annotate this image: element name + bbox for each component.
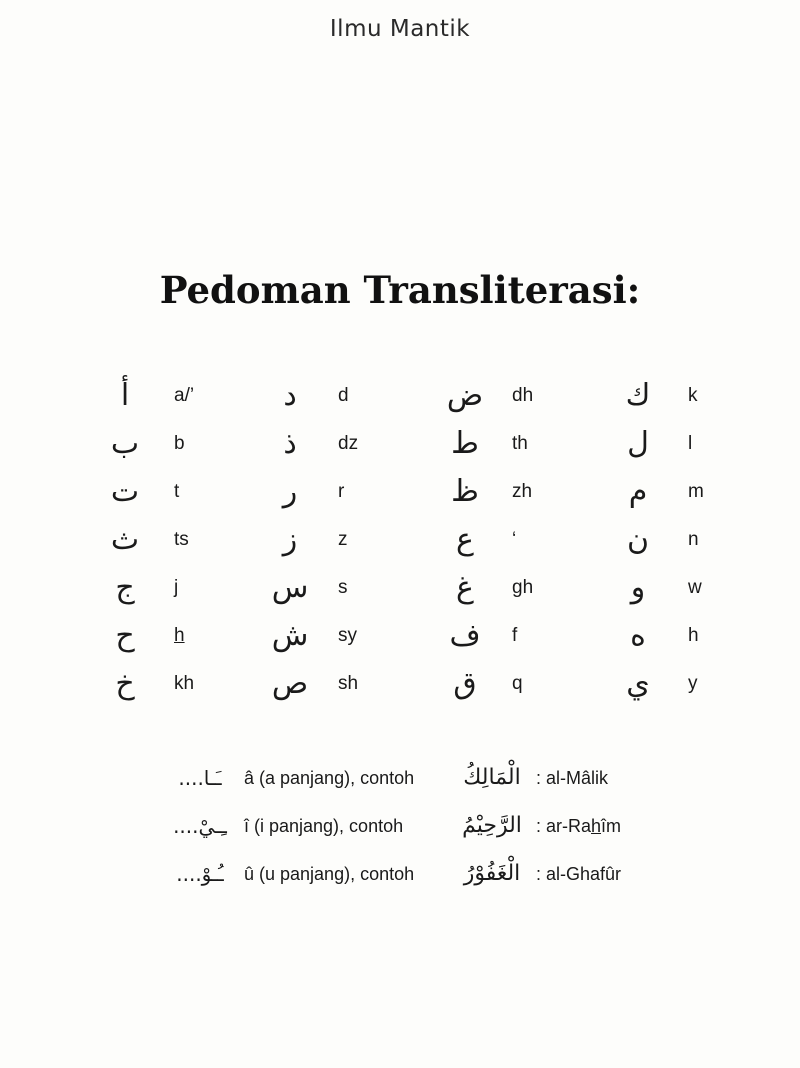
transliteration-part: : ar-Ra xyxy=(536,816,592,836)
arabic-letter: ر xyxy=(282,474,298,509)
latin-equivalent: l xyxy=(688,433,693,454)
latin-equivalent: d xyxy=(338,385,349,406)
arabic-letter: ب xyxy=(110,426,140,461)
arabic-letter: و xyxy=(630,570,646,605)
latin-equivalent: h xyxy=(174,625,185,646)
arabic-letter: ف xyxy=(449,618,481,653)
table-row xyxy=(100,420,740,468)
transliteration-part: îm xyxy=(601,816,622,836)
arabic-letter: ك xyxy=(625,378,651,413)
arabic-letter: ز xyxy=(282,522,298,557)
arabic-letter: ص xyxy=(271,666,309,701)
vowel-mark: ـِـيْ.... xyxy=(173,814,227,838)
latin-equivalent: f xyxy=(512,625,518,646)
latin-equivalent: sy xyxy=(338,625,357,646)
example-transliteration: : al-Ghafûr xyxy=(536,864,622,884)
table-row xyxy=(100,660,740,708)
latin-equivalent: n xyxy=(688,529,699,550)
arabic-letter: ج xyxy=(115,570,135,605)
arabic-letter: أ xyxy=(120,378,130,413)
arabic-letter: ظ xyxy=(451,474,479,509)
arabic-letter: خ xyxy=(115,666,135,701)
list-item xyxy=(170,804,640,852)
arabic-letter: م xyxy=(628,474,648,509)
latin-equivalent: j xyxy=(174,577,179,598)
arabic-letter: ض xyxy=(446,378,484,413)
vowel-description: î (i panjang), contoh xyxy=(244,816,404,836)
latin-equivalent: h xyxy=(688,625,699,646)
arabic-letter: ث xyxy=(110,522,140,557)
latin-equivalent: dz xyxy=(338,433,359,454)
arabic-letter: ذ xyxy=(283,426,297,461)
running-head: Ilmu Mantik xyxy=(329,16,471,42)
latin-equivalent: y xyxy=(688,673,698,694)
latin-equivalent: kh xyxy=(174,673,195,694)
table-row xyxy=(100,612,740,660)
arabic-letter: ق xyxy=(453,666,477,701)
vowel-description: û (u panjang), contoh xyxy=(244,864,415,884)
arabic-letter: ن xyxy=(626,522,650,557)
transliteration-part-underlined: h xyxy=(591,816,602,836)
latin-equivalent: sh xyxy=(338,673,359,694)
arabic-letter: ح xyxy=(115,618,135,653)
latin-equivalent: w xyxy=(688,577,702,598)
example-word: الْمَالِكُ xyxy=(463,765,521,790)
latin-equivalent: ts xyxy=(174,529,189,550)
latin-equivalent: q xyxy=(512,673,523,694)
page-title: Pedoman Transliterasi: xyxy=(159,268,641,312)
table-row xyxy=(100,468,740,516)
vowel-description: â (a panjang), contoh xyxy=(244,768,415,788)
example-transliteration: : al-Mâlik xyxy=(536,768,609,788)
example-word: الْغَفُوْرُ xyxy=(463,861,521,886)
latin-equivalent: m xyxy=(688,481,704,502)
arabic-letter: ش xyxy=(271,618,309,653)
latin-equivalent: dh xyxy=(512,385,534,406)
latin-equivalent: gh xyxy=(512,577,534,598)
arabic-letter: ه xyxy=(630,618,646,653)
table-row xyxy=(100,516,740,564)
latin-equivalent: t xyxy=(174,481,180,502)
latin-equivalent: r xyxy=(338,481,345,502)
arabic-letter: ع xyxy=(456,522,474,557)
arabic-letter: ل xyxy=(627,426,649,461)
latin-equivalent: zh xyxy=(512,481,533,502)
example-word: الرَّحِيْمُ xyxy=(462,813,522,838)
long-vowel-list xyxy=(170,756,640,900)
arabic-letter: غ xyxy=(456,570,474,605)
table-row xyxy=(100,372,740,420)
arabic-letter: س xyxy=(271,570,309,605)
latin-equivalent: s xyxy=(338,577,348,598)
arabic-letter: ط xyxy=(451,426,479,461)
latin-equivalent: a/’ xyxy=(174,385,195,406)
transliteration-table xyxy=(100,372,740,708)
latin-equivalent: ‘ xyxy=(512,529,517,550)
vowel-mark: ـَـا.... xyxy=(178,766,222,790)
example-transliteration xyxy=(536,804,621,848)
arabic-letter: ي xyxy=(626,666,650,701)
arabic-letter: د xyxy=(283,378,297,413)
latin-equivalent: k xyxy=(688,385,698,406)
arabic-letter: ت xyxy=(110,474,140,509)
latin-equivalent: z xyxy=(338,529,348,550)
latin-equivalent: b xyxy=(174,433,185,454)
list-item xyxy=(170,756,640,804)
list-item xyxy=(170,852,640,900)
table-row xyxy=(100,564,740,612)
vowel-mark: ـُـوْ.... xyxy=(176,862,224,886)
latin-equivalent: th xyxy=(512,433,528,454)
